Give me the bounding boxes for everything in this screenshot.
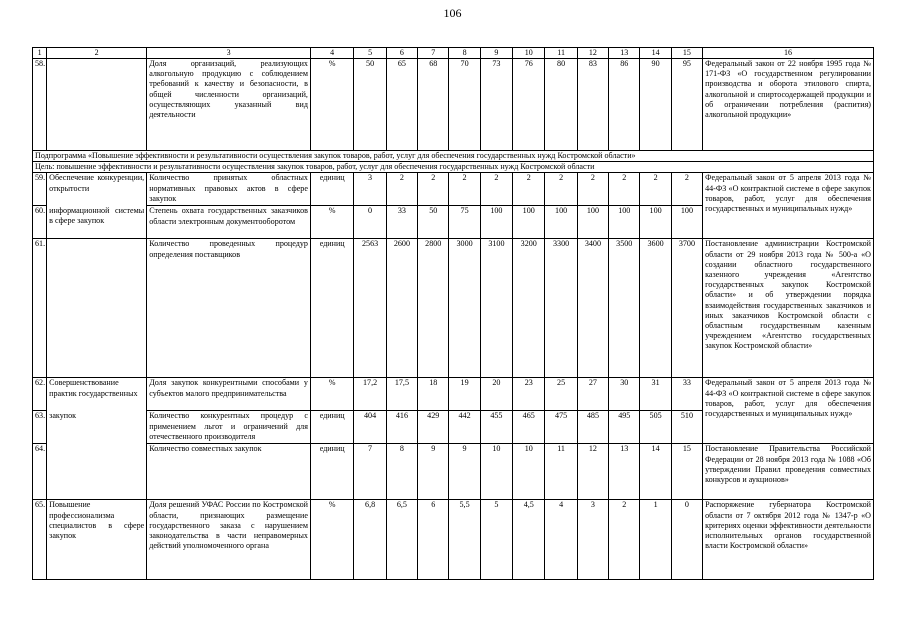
table-row xyxy=(33,59,874,151)
value-cell: 20 xyxy=(480,378,512,411)
value-cell: 2 xyxy=(671,173,702,206)
indicator-cell: Количество конкурентных процедур с применением льгот и ограничений для отечественного производителя xyxy=(147,411,311,444)
value-cell: 2 xyxy=(513,173,545,206)
value-cell: 68 xyxy=(418,59,449,151)
legal-basis-cell: Федеральный закон от 5 апреля 2013 года № 44-ФЗ «О контрактной системе в сфере закупок товаров, работ, услуг для обеспечения государственных и муниципальных нужд» xyxy=(703,378,874,444)
column-header: 6 xyxy=(386,48,417,59)
value-cell: 5,5 xyxy=(449,500,480,580)
value-cell: 2 xyxy=(545,173,577,206)
table-row xyxy=(33,444,874,500)
row-number: 60. xyxy=(33,206,47,239)
value-cell: 404 xyxy=(354,411,386,444)
value-cell: 11 xyxy=(545,444,577,500)
subprogram-title: Подпрограмма «Повышение эффективности и результативности осуществления закупок товаров, работ, услуг для обеспечения государственных нужд Костромской области» xyxy=(33,151,874,162)
value-cell: 15 xyxy=(671,444,702,500)
value-cell: 100 xyxy=(609,206,640,239)
value-cell: 1 xyxy=(640,500,671,580)
value-cell: 90 xyxy=(640,59,671,151)
unit-cell: % xyxy=(310,59,353,151)
value-cell: 3000 xyxy=(449,239,480,378)
row-number: 64. xyxy=(33,444,47,500)
value-cell: 485 xyxy=(577,411,608,444)
row-number: 65. xyxy=(33,500,47,580)
unit-cell: единиц xyxy=(310,239,353,378)
value-cell: 6,5 xyxy=(386,500,417,580)
value-cell: 100 xyxy=(480,206,512,239)
task-cell xyxy=(47,444,147,500)
column-header: 5 xyxy=(354,48,386,59)
goal-row xyxy=(33,162,874,173)
value-cell: 0 xyxy=(671,500,702,580)
value-cell: 65 xyxy=(386,59,417,151)
value-cell: 100 xyxy=(513,206,545,239)
value-cell: 7 xyxy=(354,444,386,500)
page-number: 106 xyxy=(443,6,462,20)
value-cell: 2563 xyxy=(354,239,386,378)
value-cell: 2 xyxy=(449,173,480,206)
value-cell: 5 xyxy=(480,500,512,580)
value-cell: 9 xyxy=(449,444,480,500)
indicator-cell: Количество проведенных процедур определения поставщиков xyxy=(147,239,311,378)
value-cell: 4,5 xyxy=(513,500,545,580)
value-cell: 3600 xyxy=(640,239,671,378)
value-cell: 25 xyxy=(545,378,577,411)
value-cell: 100 xyxy=(671,206,702,239)
value-cell: 50 xyxy=(354,59,386,151)
header-row xyxy=(33,48,874,59)
value-cell: 510 xyxy=(671,411,702,444)
value-cell: 2 xyxy=(640,173,671,206)
value-cell: 75 xyxy=(449,206,480,239)
value-cell: 3300 xyxy=(545,239,577,378)
task-cell xyxy=(47,59,147,151)
column-header: 8 xyxy=(449,48,480,59)
indicator-cell: Степень охвата государственных заказчиков области электронным документооборотом xyxy=(147,206,311,239)
column-header: 12 xyxy=(577,48,608,59)
row-number: 59. xyxy=(33,173,47,206)
value-cell: 18 xyxy=(418,378,449,411)
task-cell: закупок xyxy=(47,411,147,444)
column-header: 10 xyxy=(513,48,545,59)
row-number: 63. xyxy=(33,411,47,444)
column-header: 4 xyxy=(310,48,353,59)
unit-cell: единиц xyxy=(310,411,353,444)
legal-basis-cell: Федеральный закон от 22 ноября 1995 года № 171-ФЗ «О государственном регулировании производства и оборота этилового спирта, алкогольной и спиртосодержащей продукции и об ограничении потребления (распития) алкогольной продукции» xyxy=(703,59,874,151)
value-cell: 76 xyxy=(513,59,545,151)
table-row xyxy=(33,378,874,411)
value-cell: 3100 xyxy=(480,239,512,378)
value-cell: 17,5 xyxy=(386,378,417,411)
value-cell: 3400 xyxy=(577,239,608,378)
column-header: 11 xyxy=(545,48,577,59)
legal-basis-cell: Федеральный закон от 5 апреля 2013 года № 44-ФЗ «О контрактной системе в сфере закупок товаров, работ, услуг для обеспечения государственных и муниципальных нужд» xyxy=(703,173,874,239)
value-cell: 30 xyxy=(609,378,640,411)
table-row xyxy=(33,173,874,206)
value-cell: 73 xyxy=(480,59,512,151)
value-cell: 495 xyxy=(609,411,640,444)
value-cell: 83 xyxy=(577,59,608,151)
column-header: 15 xyxy=(671,48,702,59)
column-header: 16 xyxy=(703,48,874,59)
value-cell: 416 xyxy=(386,411,417,444)
indicator-cell: Количество принятых областных нормативных правовых актов в сфере закупок xyxy=(147,173,311,206)
indicator-cell: Доля закупок конкурентными способами у субъектов малого предпринимательства xyxy=(147,378,311,411)
value-cell: 2 xyxy=(418,173,449,206)
value-cell: 80 xyxy=(545,59,577,151)
value-cell: 442 xyxy=(449,411,480,444)
value-cell: 505 xyxy=(640,411,671,444)
value-cell: 86 xyxy=(609,59,640,151)
value-cell: 100 xyxy=(577,206,608,239)
value-cell: 9 xyxy=(418,444,449,500)
column-header: 13 xyxy=(609,48,640,59)
value-cell: 3500 xyxy=(609,239,640,378)
unit-cell: % xyxy=(310,500,353,580)
value-cell: 2 xyxy=(386,173,417,206)
table-row xyxy=(33,239,874,378)
indicator-cell: Доля организаций, реализующих алкогольную продукцию с соблюдением требований к качеству и безопасности, в общей численности организаций, осуществляющих указанный вид деятельности xyxy=(147,59,311,151)
task-cell: Обеспечение конкуренции, открытости xyxy=(47,173,147,206)
value-cell: 17,2 xyxy=(354,378,386,411)
column-header: 14 xyxy=(640,48,671,59)
unit-cell: единиц xyxy=(310,173,353,206)
value-cell: 31 xyxy=(640,378,671,411)
value-cell: 23 xyxy=(513,378,545,411)
value-cell: 12 xyxy=(577,444,608,500)
value-cell: 2 xyxy=(609,173,640,206)
column-header: 9 xyxy=(480,48,512,59)
value-cell: 95 xyxy=(671,59,702,151)
indicator-cell: Количество совместных закупок xyxy=(147,444,311,500)
value-cell: 13 xyxy=(609,444,640,500)
value-cell: 429 xyxy=(418,411,449,444)
row-number: 62. xyxy=(33,378,47,411)
value-cell: 3200 xyxy=(513,239,545,378)
task-cell: информационной системы в сфере закупок xyxy=(47,206,147,239)
value-cell: 2 xyxy=(480,173,512,206)
value-cell: 19 xyxy=(449,378,480,411)
value-cell: 455 xyxy=(480,411,512,444)
value-cell: 50 xyxy=(418,206,449,239)
value-cell: 10 xyxy=(480,444,512,500)
value-cell: 465 xyxy=(513,411,545,444)
value-cell: 8 xyxy=(386,444,417,500)
row-number: 58. xyxy=(33,59,47,151)
value-cell: 10 xyxy=(513,444,545,500)
table-row xyxy=(33,500,874,580)
task-cell xyxy=(47,239,147,378)
value-cell: 4 xyxy=(545,500,577,580)
value-cell: 0 xyxy=(354,206,386,239)
value-cell: 2600 xyxy=(386,239,417,378)
legal-basis-cell: Распоряжение губернатора Костромской области от 7 октября 2012 года № 1347-р «О критериях оценки эффективности деятельности исполнительных органов государственной власти Костромской области» xyxy=(703,500,874,580)
value-cell: 6,8 xyxy=(354,500,386,580)
value-cell: 33 xyxy=(386,206,417,239)
value-cell: 2 xyxy=(577,173,608,206)
indicator-cell: Доля решений УФАС России по Костромской области, признающих размещение государственного заказа с нарушением законодательства в части неправомерных действий уполномоченного органа xyxy=(147,500,311,580)
value-cell: 3 xyxy=(577,500,608,580)
value-cell: 33 xyxy=(671,378,702,411)
legal-basis-cell: Постановление администрации Костромской области от 29 ноября 2013 года № 500-а «О создании областного государственного казенного учреждения «Агентство государственных закупок Костромской области» и об утверждении порядка взаимодействия государственных заказчиков и иных заказчиков Костромской области с областным государственным казенным учреждением «Агентство государственных закупок Костромской области» xyxy=(703,239,874,378)
task-cell: Повышение профессионализма специалистов в сфере закупок xyxy=(47,500,147,580)
value-cell: 100 xyxy=(545,206,577,239)
unit-cell: % xyxy=(310,378,353,411)
column-header: 2 xyxy=(47,48,147,59)
column-header: 7 xyxy=(418,48,449,59)
indicators-table xyxy=(32,47,874,580)
value-cell: 2800 xyxy=(418,239,449,378)
subprogram-row xyxy=(33,151,874,162)
value-cell: 3700 xyxy=(671,239,702,378)
task-cell: Совершенствование практик государственных xyxy=(47,378,147,411)
value-cell: 475 xyxy=(545,411,577,444)
value-cell: 6 xyxy=(418,500,449,580)
value-cell: 3 xyxy=(354,173,386,206)
value-cell: 2 xyxy=(609,500,640,580)
column-header: 1 xyxy=(33,48,47,59)
unit-cell: единиц xyxy=(310,444,353,500)
unit-cell: % xyxy=(310,206,353,239)
legal-basis-cell: Постановление Правительства Российской Федерации от 28 ноября 2013 года № 1088 «Об утверждении Правил проведения совместных конкурсов и аукционов» xyxy=(703,444,874,500)
column-header: 3 xyxy=(147,48,311,59)
value-cell: 14 xyxy=(640,444,671,500)
value-cell: 27 xyxy=(577,378,608,411)
row-number: 61. xyxy=(33,239,47,378)
value-cell: 100 xyxy=(640,206,671,239)
value-cell: 70 xyxy=(449,59,480,151)
goal-title: Цель: повышение эффективности и результативности осуществления закупок товаров, работ, услуг для обеспечения государственных нужд Костромской области xyxy=(33,162,874,173)
